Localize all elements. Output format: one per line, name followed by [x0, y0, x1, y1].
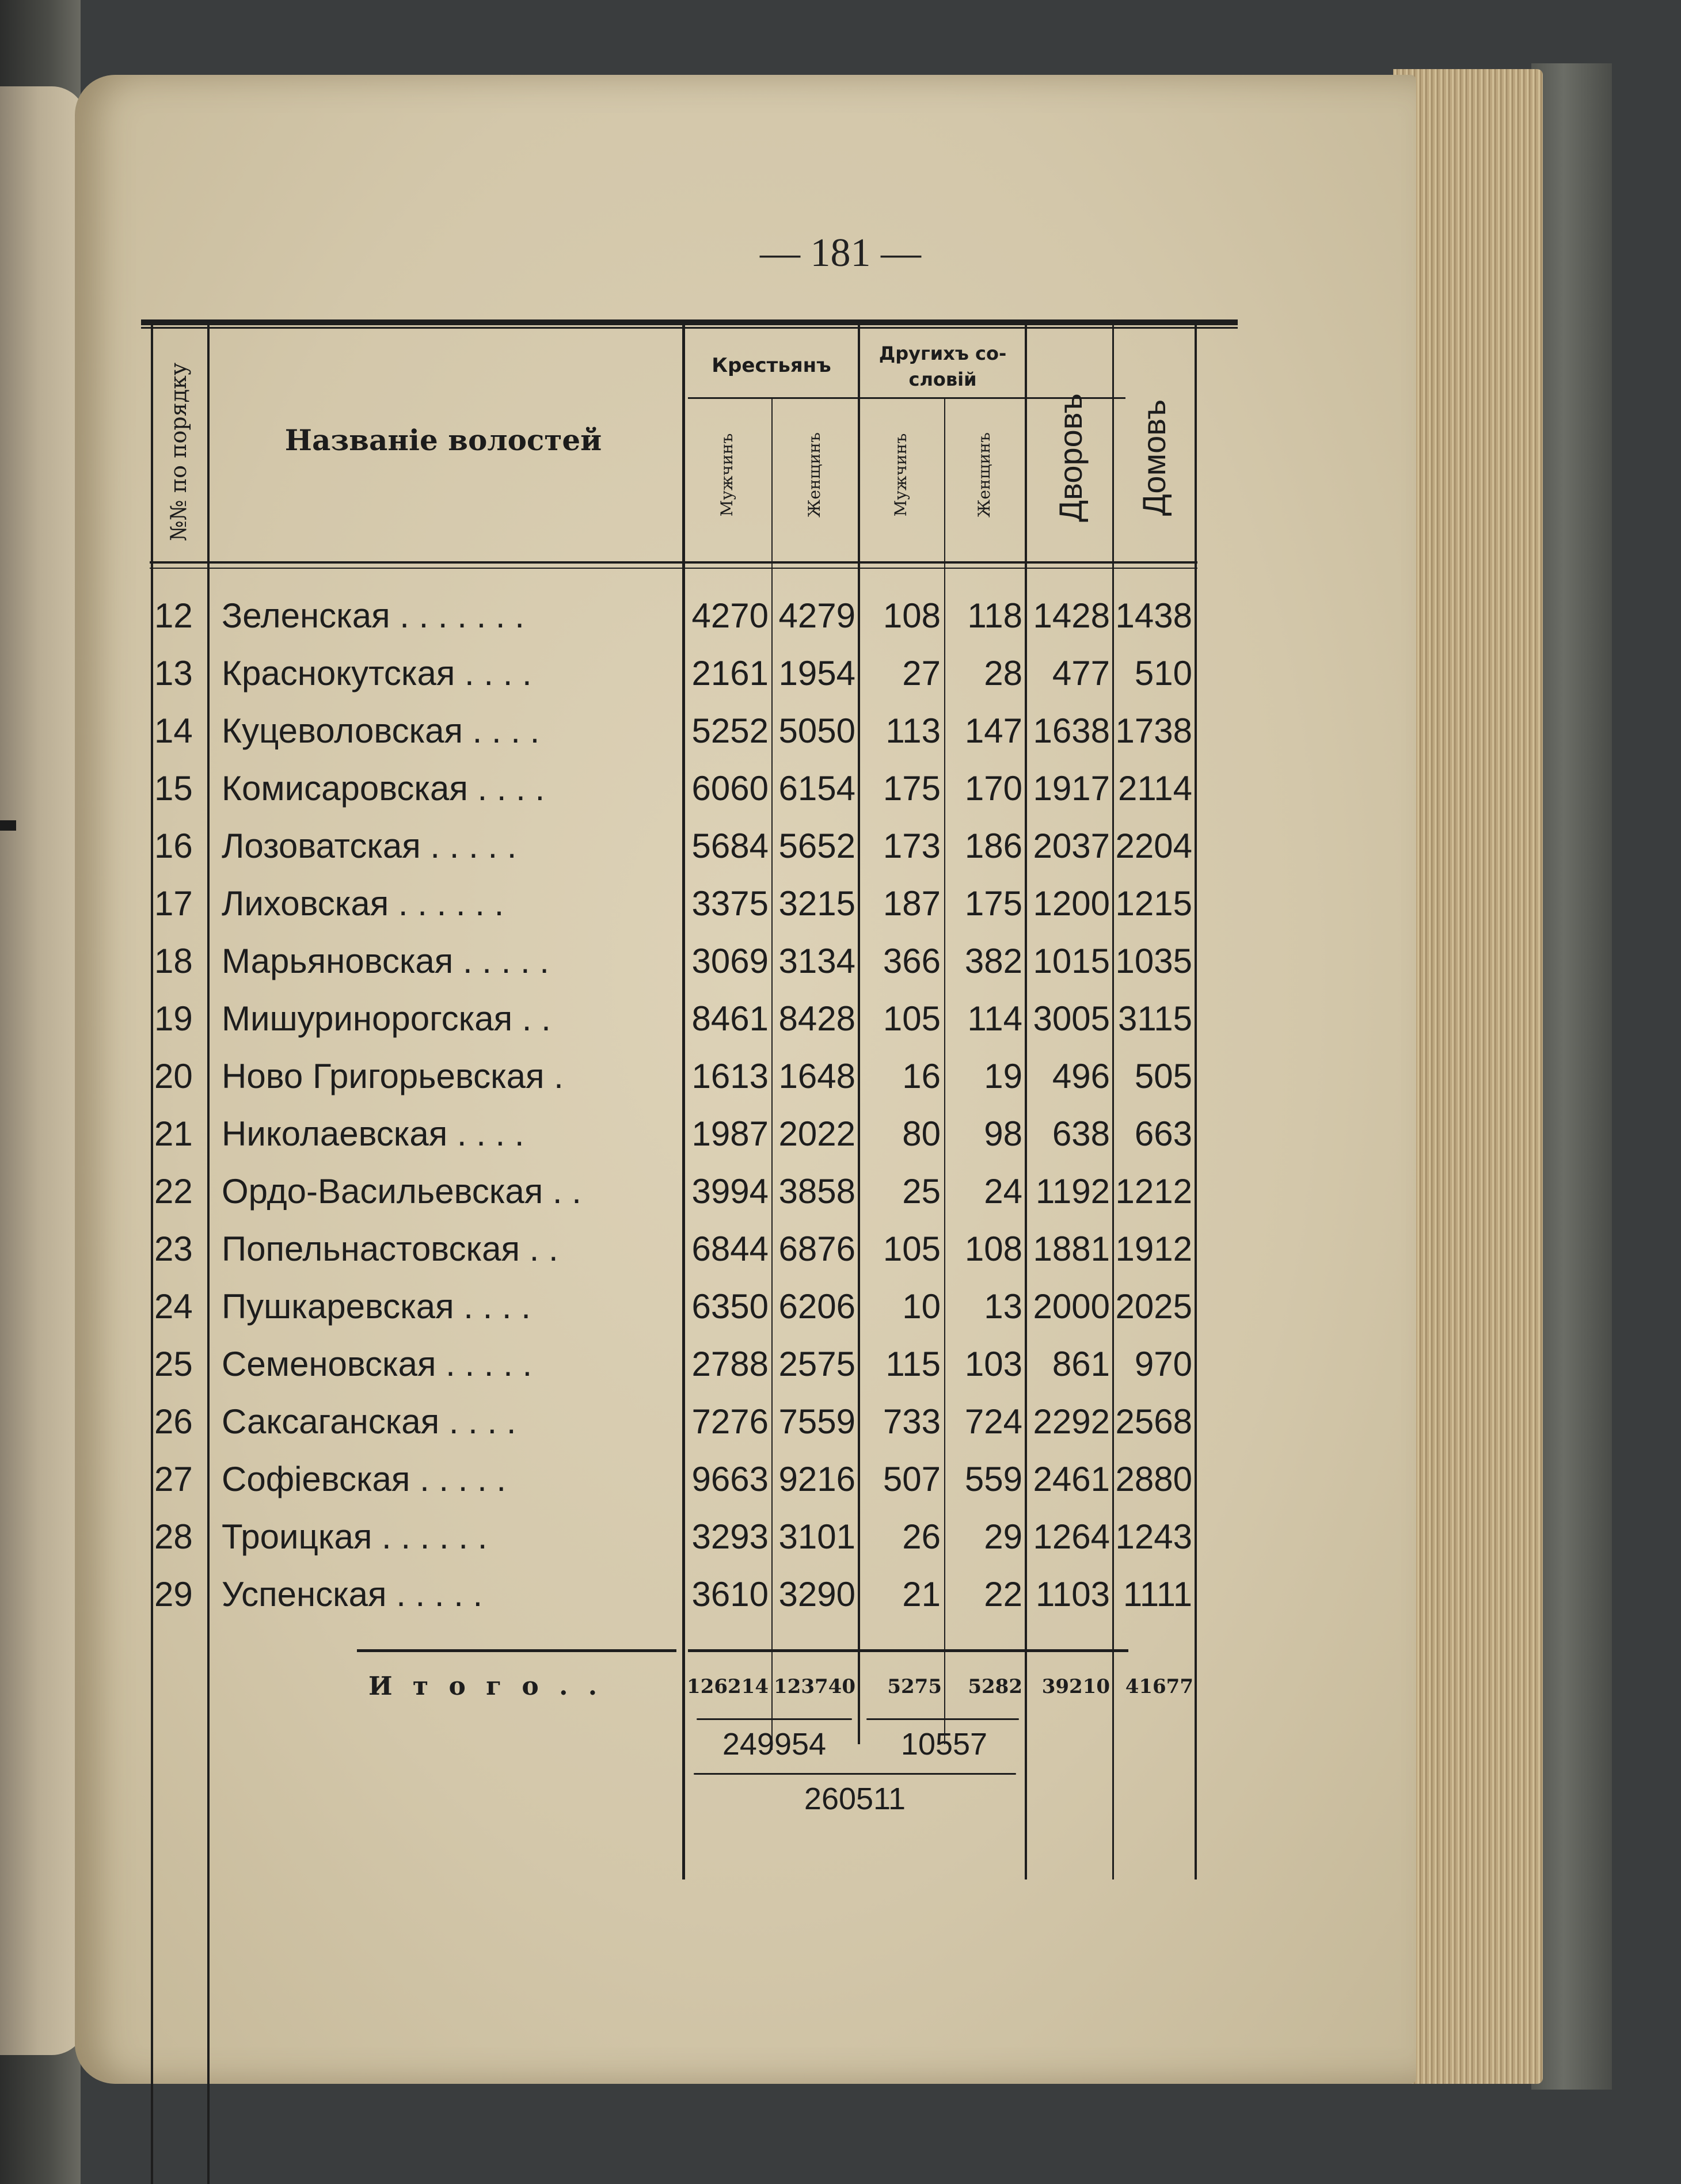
totals-households: 39210 — [1041, 1675, 1110, 1698]
other-men: 187 — [883, 884, 941, 923]
other-women: 22 — [984, 1575, 1022, 1614]
peasant-men: 3994 — [691, 1172, 769, 1211]
header-number: №№ по порядку — [166, 362, 191, 542]
row-number: 13 — [154, 654, 193, 693]
district-name: Николаевская . . . . — [222, 1114, 524, 1153]
row-number: 16 — [154, 827, 193, 865]
totals-other-women: 5282 — [968, 1675, 1022, 1698]
table-row — [0, 702, 1681, 760]
header-peasants: Крестьянъ — [712, 354, 831, 377]
other-women: 382 — [964, 942, 1022, 980]
peasant-men: 3375 — [691, 884, 769, 923]
houses: 1215 — [1115, 884, 1192, 923]
households: 1264 — [1033, 1517, 1110, 1556]
houses: 1243 — [1115, 1517, 1192, 1556]
other-men: 108 — [883, 596, 941, 635]
row-number: 18 — [154, 942, 193, 980]
houses: 505 — [1134, 1057, 1192, 1095]
other-men: 115 — [885, 1345, 941, 1383]
other-men: 80 — [902, 1114, 941, 1153]
houses: 2114 — [1117, 769, 1192, 808]
peasant-women: 3858 — [778, 1172, 855, 1211]
district-name: Троицкая . . . . . . — [222, 1517, 488, 1556]
peasant-men: 5684 — [691, 827, 769, 865]
households: 861 — [1052, 1345, 1110, 1383]
totals-rule — [357, 1649, 676, 1652]
peasant-men: 1613 — [691, 1057, 769, 1095]
row-number: 14 — [154, 711, 193, 750]
other-men: 10 — [902, 1287, 941, 1326]
row-number: 27 — [154, 1460, 193, 1498]
other-men: 173 — [883, 827, 941, 865]
district-name: Саксаганская . . . . — [222, 1402, 516, 1441]
houses: 1035 — [1115, 942, 1192, 980]
other-women: 103 — [964, 1345, 1022, 1383]
row-number: 25 — [154, 1345, 193, 1383]
other-men: 26 — [902, 1517, 941, 1556]
district-name: Лозоватская . . . . . — [222, 827, 517, 865]
district-name: Софіевская . . . . . — [222, 1460, 507, 1498]
totals-peasant-men: 126214 — [687, 1675, 769, 1698]
table-row — [0, 1163, 1681, 1220]
peasant-men: 1987 — [691, 1114, 769, 1153]
row-number: 24 — [154, 1287, 193, 1326]
peasant-women: 5652 — [778, 827, 855, 865]
district-name: Мишуринорогская . . — [222, 999, 551, 1038]
row-number: 17 — [154, 884, 193, 923]
totals-rule-right — [688, 1649, 1128, 1652]
other-women: 29 — [984, 1517, 1022, 1556]
peasant-women: 6154 — [778, 769, 855, 808]
row-number: 19 — [154, 999, 193, 1038]
district-name: Лиховская . . . . . . — [222, 884, 504, 923]
peasant-women: 2575 — [778, 1345, 855, 1383]
other-men: 105 — [883, 999, 941, 1038]
header-households: Дворовъ — [1052, 393, 1089, 522]
totals-other-men: 5275 — [887, 1675, 942, 1698]
table-row — [0, 760, 1681, 817]
peasants-sum: 249954 — [722, 1727, 827, 1761]
peasant-men: 7276 — [691, 1402, 769, 1441]
row-number: 12 — [154, 596, 193, 635]
table-row — [0, 1508, 1681, 1566]
peasant-women: 4279 — [778, 596, 855, 635]
peasant-women: 9216 — [778, 1460, 855, 1498]
table-row — [0, 1105, 1681, 1163]
peasant-women: 5050 — [778, 711, 855, 750]
totals-peasant-women: 123740 — [774, 1675, 855, 1698]
peasant-women: 6206 — [778, 1287, 855, 1326]
houses: 1212 — [1115, 1172, 1192, 1211]
table-row — [0, 1335, 1681, 1393]
other-men: 366 — [883, 942, 941, 980]
households: 1638 — [1033, 711, 1110, 750]
other-men: 113 — [885, 711, 941, 750]
houses: 510 — [1134, 654, 1192, 693]
households: 2037 — [1033, 827, 1110, 865]
households: 496 — [1052, 1057, 1110, 1095]
table-row — [0, 1393, 1681, 1451]
district-name: Успенская . . . . . — [222, 1575, 483, 1614]
households: 1103 — [1035, 1575, 1110, 1614]
table-row — [0, 1278, 1681, 1335]
houses: 1738 — [1115, 711, 1192, 750]
households: 1015 — [1033, 942, 1110, 980]
header-other-line1: Другихъ со- — [878, 343, 1007, 364]
row-number: 26 — [154, 1402, 193, 1441]
district-name: Ордо-Васильевская . . — [222, 1172, 581, 1211]
houses: 1111 — [1123, 1575, 1192, 1614]
table-row — [0, 1220, 1681, 1278]
peasant-women: 3134 — [778, 942, 855, 980]
other-women: 147 — [964, 711, 1022, 750]
houses: 2204 — [1115, 827, 1192, 865]
peasant-men: 6060 — [691, 769, 769, 808]
grand-total: 260511 — [804, 1782, 906, 1816]
households: 1881 — [1033, 1230, 1110, 1268]
other-women: 13 — [984, 1287, 1022, 1326]
other-men: 25 — [902, 1172, 941, 1211]
other-men: 733 — [883, 1402, 941, 1441]
table-row — [0, 645, 1681, 702]
header-peasant-men: Мужчинъ — [717, 433, 736, 517]
other-men: 16 — [902, 1057, 941, 1095]
district-name: Краснокутская . . . . — [222, 654, 532, 693]
peasant-men: 2161 — [691, 654, 769, 693]
table-row — [0, 1566, 1681, 1623]
peasant-men: 2788 — [691, 1345, 769, 1383]
peasant-men: 9663 — [691, 1460, 769, 1498]
header-other-line2: словій — [908, 368, 977, 390]
peasant-men: 3069 — [691, 942, 769, 980]
district-name: Зеленская . . . . . . . — [222, 596, 524, 635]
peasant-women: 1648 — [778, 1057, 855, 1095]
peasant-women: 3101 — [778, 1517, 855, 1556]
district-name: Попельнастовская . . — [222, 1230, 558, 1268]
district-name: Куцеволовская . . . . — [222, 711, 540, 750]
other-women: 28 — [984, 654, 1022, 693]
households: 477 — [1052, 654, 1110, 693]
peasant-women: 8428 — [778, 999, 855, 1038]
peasant-women: 3215 — [778, 884, 855, 923]
households: 2000 — [1033, 1287, 1110, 1326]
households: 1192 — [1035, 1172, 1110, 1211]
peasant-women: 1954 — [778, 654, 855, 693]
table-row — [0, 990, 1681, 1048]
district-name: Семеновская . . . . . — [222, 1345, 533, 1383]
peasant-women: 7559 — [778, 1402, 855, 1441]
peasant-women: 3290 — [778, 1575, 855, 1614]
header-houses: Домовъ — [1136, 399, 1172, 516]
other-women: 175 — [964, 884, 1022, 923]
row-number: 15 — [154, 769, 193, 808]
row-number: 28 — [154, 1517, 193, 1556]
houses: 1912 — [1115, 1230, 1192, 1268]
other-women: 114 — [967, 999, 1022, 1038]
table-top-rule — [141, 319, 1238, 325]
header-other-women: Женщинъ — [975, 432, 994, 518]
peasant-men: 6844 — [691, 1230, 769, 1268]
other-women: 118 — [967, 596, 1022, 635]
other-women: 170 — [964, 769, 1022, 808]
other-women: 19 — [984, 1057, 1022, 1095]
other-men: 105 — [883, 1230, 941, 1268]
table-row — [0, 875, 1681, 933]
table-row — [0, 817, 1681, 875]
houses: 2568 — [1115, 1402, 1192, 1441]
row-number: 20 — [154, 1057, 193, 1095]
houses: 2025 — [1115, 1287, 1192, 1326]
peasant-men: 3293 — [691, 1517, 769, 1556]
households: 1200 — [1033, 884, 1110, 923]
other-men: 27 — [902, 654, 941, 693]
peasant-men: 8461 — [691, 999, 769, 1038]
peasant-men: 3610 — [691, 1575, 769, 1614]
table-row — [0, 1048, 1681, 1105]
table-top-rule-thin — [141, 327, 1238, 329]
other-women: 724 — [964, 1402, 1022, 1441]
row-number: 21 — [154, 1114, 193, 1153]
totals-houses: 41677 — [1125, 1675, 1193, 1698]
row-number: 29 — [154, 1575, 193, 1614]
row-number: 22 — [154, 1172, 193, 1211]
houses: 663 — [1134, 1114, 1192, 1153]
peasant-men: 5252 — [691, 711, 769, 750]
households: 1428 — [1033, 596, 1110, 635]
other-men: 21 — [902, 1575, 941, 1614]
other-sum: 10557 — [900, 1727, 988, 1761]
table-row — [0, 933, 1681, 990]
other-women: 98 — [984, 1114, 1022, 1153]
district-name: Комисаровская . . . . — [222, 769, 545, 808]
households: 638 — [1052, 1114, 1110, 1153]
peasant-women: 2022 — [778, 1114, 855, 1153]
header-peasant-women: Женщинъ — [805, 432, 824, 518]
houses: 1438 — [1115, 596, 1192, 635]
peasant-men: 4270 — [691, 596, 769, 635]
other-women: 186 — [964, 827, 1022, 865]
other-men: 507 — [883, 1460, 941, 1498]
peasant-men: 6350 — [691, 1287, 769, 1326]
header-other-men: Мужчинъ — [891, 433, 910, 517]
other-women: 24 — [984, 1172, 1022, 1211]
households: 3005 — [1033, 999, 1110, 1038]
header-name: Названіе волостей — [284, 423, 602, 457]
houses: 3115 — [1117, 999, 1192, 1038]
totals-label: И т о г о . . — [368, 1672, 603, 1701]
houses: 2880 — [1115, 1460, 1192, 1498]
page-number: — 181 — — [760, 231, 921, 275]
district-name: Марьяновская . . . . . — [222, 942, 549, 980]
table-row — [0, 1451, 1681, 1508]
header-bottom-rule — [150, 561, 1197, 564]
row-number: 23 — [154, 1230, 193, 1268]
other-women: 108 — [964, 1230, 1022, 1268]
other-women: 559 — [964, 1460, 1022, 1498]
district-name: Ново Григорьевская . — [222, 1057, 564, 1095]
peasant-women: 6876 — [778, 1230, 855, 1268]
households: 2292 — [1033, 1402, 1110, 1441]
other-men: 175 — [883, 769, 941, 808]
households: 1917 — [1033, 769, 1110, 808]
table-row — [0, 587, 1681, 645]
header-bottom-rule-thin — [150, 568, 1197, 569]
households: 2461 — [1033, 1460, 1110, 1498]
district-name: Пушкаревская . . . . — [222, 1287, 531, 1326]
houses: 970 — [1134, 1345, 1192, 1383]
